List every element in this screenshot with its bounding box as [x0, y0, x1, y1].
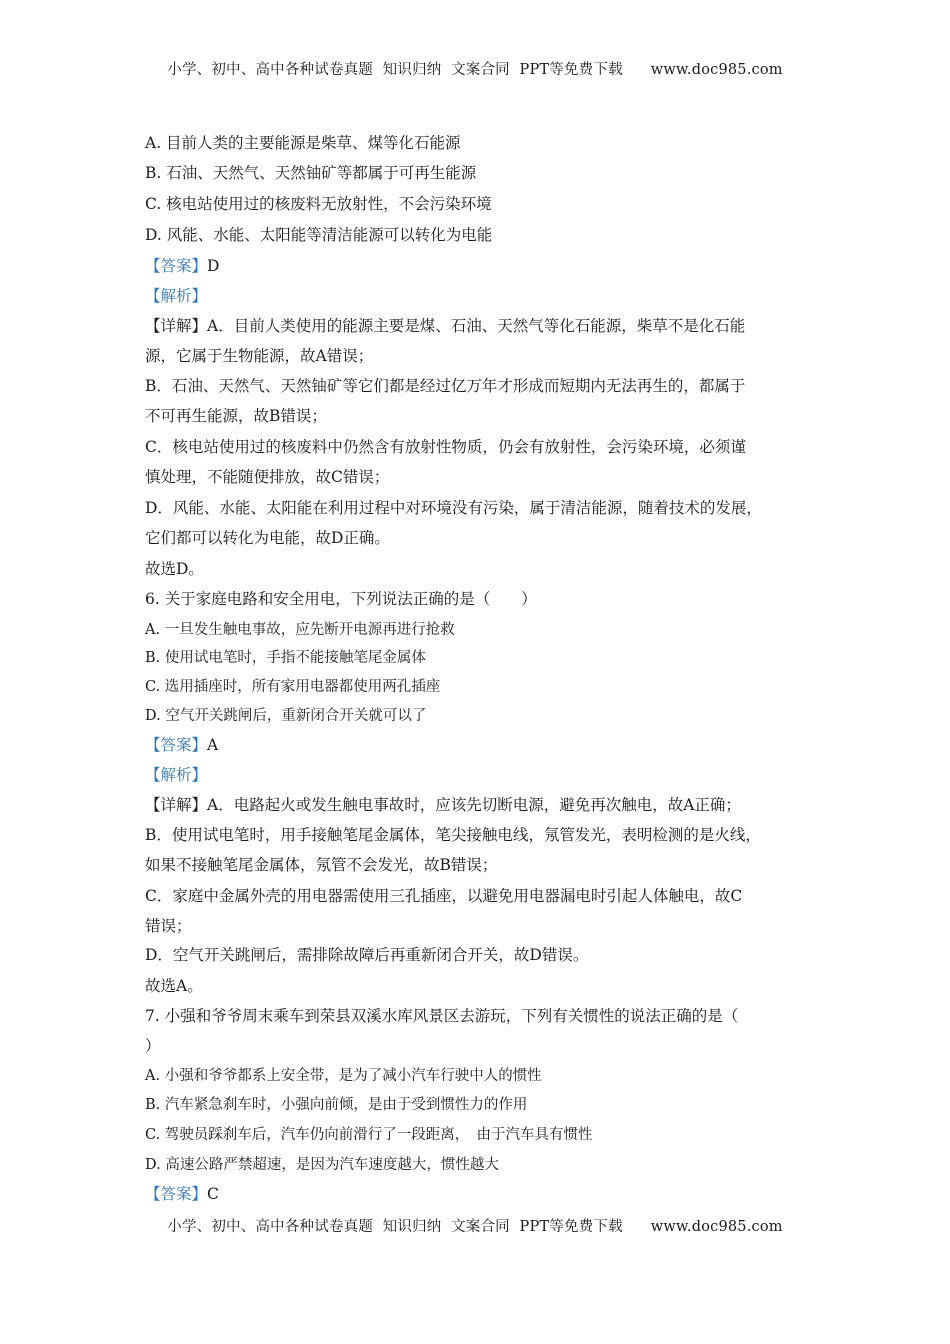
- q6-detail-line: C．家庭中金属外壳的用电器需使用三孔插座，以避免用电器漏电时引起人体触电，故C: [145, 887, 743, 905]
- q7-answer-value: C: [207, 1185, 219, 1203]
- q6-analysis-tag: 【解析】: [145, 766, 208, 784]
- q5-detail-line: 不可再生能源，故B错误；: [145, 407, 327, 425]
- q6-detail-line: D．空气开关跳闸后，需排除故障后再重新闭合开关，故D错误。: [145, 946, 589, 964]
- q5-detail-line: B．石油、天然气、天然铀矿等它们都是经过亿万年才形成而短期内无法再生的，都属于: [145, 377, 746, 395]
- page-header: [0, 58, 950, 79]
- q7-answer: [145, 1184, 810, 1204]
- q5-detail-line: 它们都可以转化为电能，故D正确。: [145, 529, 390, 547]
- header-site-link[interactable]: www.doc985.com: [650, 62, 783, 78]
- q7-option-d: D. 高速公路严禁超速，是因为汽车速度越大，惯性越大: [145, 1157, 499, 1173]
- q5-detail-line: 源，它属于生物能源，故A错误；: [145, 347, 374, 365]
- q7-option-c: C. 驾驶员踩刹车后，汽车仍向前滑行了一段距离， 由于汽车具有惯性: [145, 1127, 593, 1143]
- footer-site-link[interactable]: www.doc985.com: [650, 1219, 783, 1235]
- q5-answer-value: D: [207, 257, 220, 275]
- q5-option-b: B. 石油、天然气、天然铀矿等都属于可再生能源: [145, 164, 477, 182]
- q5-detail-line: 【详解】A．目前人类使用的能源主要是煤、石油、天然气等化石能源，柴草不是化石能: [145, 317, 746, 335]
- header-text: 小学、初中、高中各种试卷真题 知识归纳 文案合同 PPT等免费下载: [167, 62, 623, 78]
- q6-option-d: D. 空气开关跳闸后，重新闭合开关就可以了: [145, 708, 427, 724]
- q5-option-c: C. 核电站使用过的核废料无放射性，不会污染环境: [145, 195, 492, 213]
- q7-question: 7. 小强和爷爷周末乘车到荣县双溪水库风景区去游玩，下列有关惯性的说法正确的是（: [145, 1007, 739, 1025]
- q6-answer-tag: 【答案】: [145, 736, 208, 754]
- q5-answer: [145, 256, 810, 276]
- q5-analysis-tag: 【解析】: [145, 287, 208, 305]
- footer-text: 小学、初中、高中各种试卷真题 知识归纳 文案合同 PPT等免费下载: [167, 1219, 623, 1235]
- q7-option-b: B. 汽车紧急刹车时，小强向前倾，是由于受到惯性力的作用: [145, 1097, 528, 1113]
- q5-detail-line: 慎处理，不能随便排放，故C错误；: [145, 468, 390, 486]
- q6-conclusion: 故选A。: [145, 977, 203, 995]
- q5-detail-line: C．核电站使用过的核废料中仍然含有放射性物质，仍会有放射性，会污染环境，必须谨: [145, 438, 746, 456]
- q6-detail-line: 【详解】A．电路起火或发生触电事故时，应该先切断电源，避免再次触电，故A正确；: [145, 796, 741, 814]
- q7-answer-tag: 【答案】: [145, 1185, 208, 1203]
- q6-option-a: A. 一旦发生触电事故，应先断开电源再进行抢救: [145, 622, 455, 638]
- q6-answer-value: A: [207, 736, 219, 754]
- q6-question: 6. 关于家庭电路和安全用电，下列说法正确的是（ ）: [145, 590, 537, 608]
- q6-option-c: C. 选用插座时，所有家用电器都使用两孔插座: [145, 679, 441, 695]
- q6-detail-line: 如果不接触笔尾金属体，氖管不会发光，故B错误；: [145, 856, 498, 874]
- page-footer: [0, 1215, 950, 1236]
- q5-option-d: D. 风能、水能、太阳能等清洁能源可以转化为电能: [145, 226, 493, 244]
- q5-option-a: A. 目前人类的主要能源是柴草、煤等化石能源: [145, 134, 461, 152]
- q7-option-a: A. 小强和爷爷都系上安全带，是为了减小汽车行驶中人的惯性: [145, 1068, 542, 1084]
- q5-conclusion: 故选D。: [145, 560, 204, 578]
- q6-detail-line: 错误；: [145, 917, 192, 935]
- q5-detail-line: D．风能、水能、太阳能在利用过程中对环境没有污染，属于清洁能源，随着技术的发展，: [145, 499, 762, 517]
- q6-detail-line: B．使用试电笔时，用手接触笔尾金属体，笔尖接触电线，氖管发光，表明检测的是火线，: [145, 826, 761, 844]
- q7-question-end: ）: [145, 1037, 161, 1055]
- q6-answer: [145, 735, 810, 755]
- q5-answer-tag: 【答案】: [145, 257, 208, 275]
- q6-option-b: B. 使用试电笔时，手指不能接触笔尾金属体: [145, 650, 426, 666]
